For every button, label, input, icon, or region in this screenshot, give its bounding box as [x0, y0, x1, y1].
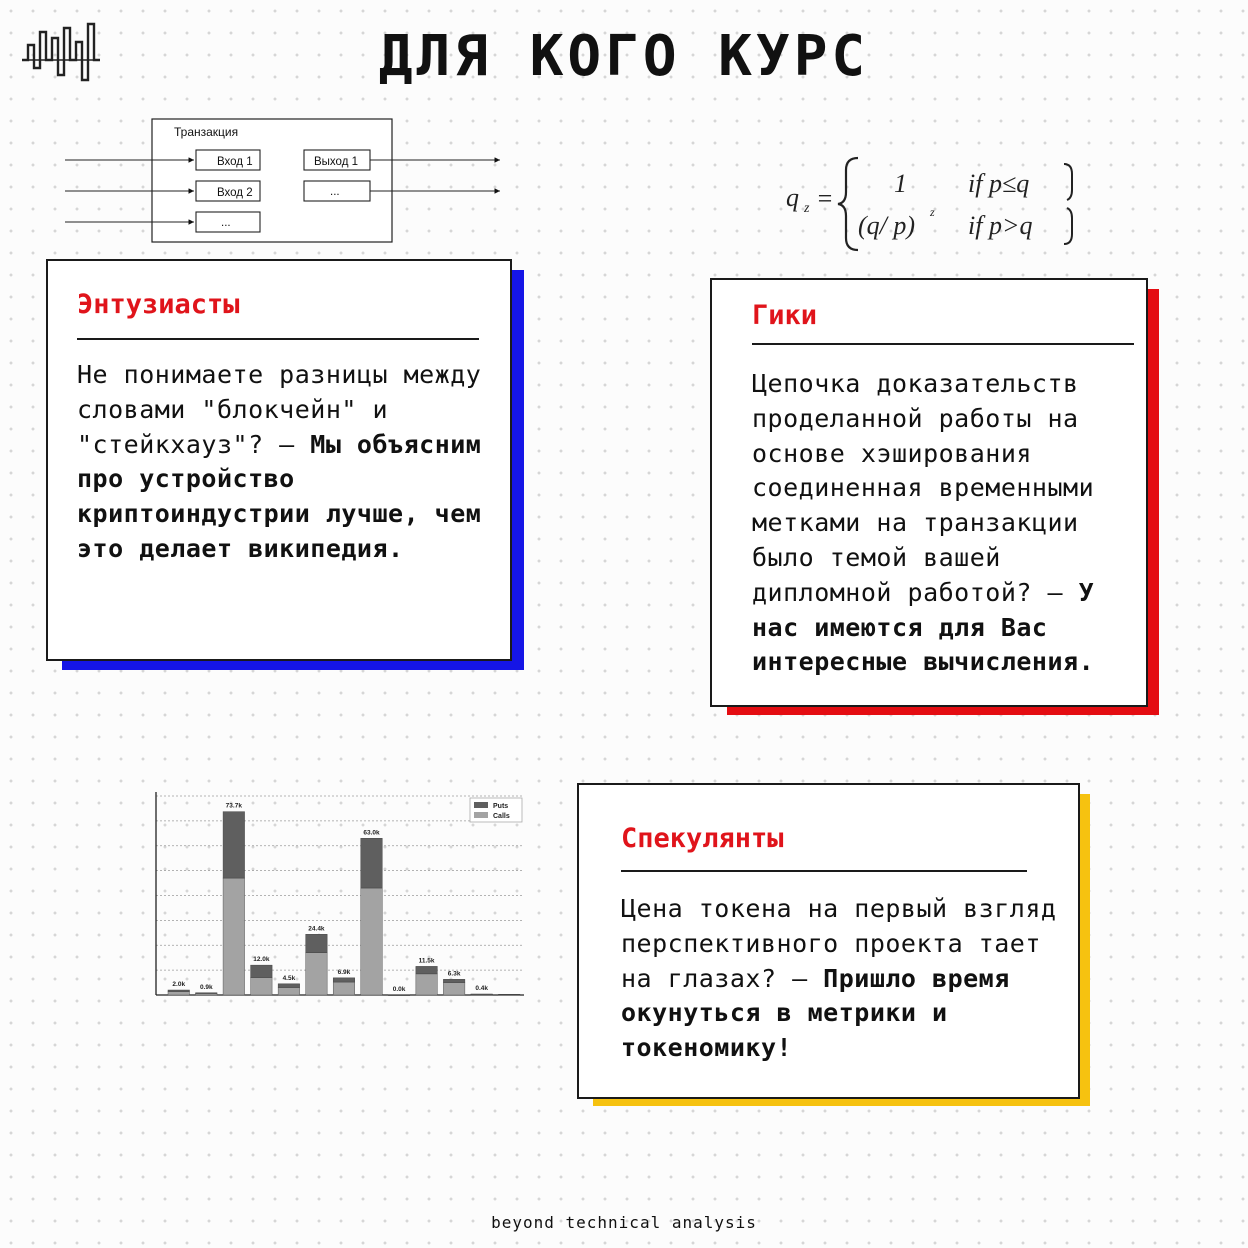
difficulty-formula	[780, 150, 1090, 260]
bar-puts	[416, 966, 437, 973]
bar-data-label: 24.4k	[308, 925, 325, 933]
bar-calls	[168, 992, 189, 995]
footer-tagline: beyond technical analysis	[491, 1213, 757, 1232]
text-line: было темой вашей	[752, 542, 1001, 572]
text-line: Цепочка доказательств	[752, 369, 1079, 398]
card-enthusiasts	[46, 259, 512, 661]
bar-puts	[361, 838, 382, 888]
text-line-question: дипломной работой? —	[752, 577, 1079, 607]
card-divider	[77, 338, 479, 340]
bar-puts	[196, 993, 217, 994]
text-line: соединенная временными	[752, 473, 1095, 503]
case2-value: (q/ p)	[858, 211, 916, 240]
bar-data-label: 6.9k	[337, 968, 351, 976]
bar-puts	[168, 990, 189, 991]
bar-calls	[278, 988, 299, 995]
transaction-label: Транзакция	[174, 125, 239, 139]
bar-puts	[443, 979, 464, 982]
page-title: ДЛЯ КОГО КУРС	[378, 24, 870, 89]
bar-data-label: 2.0k	[172, 981, 186, 989]
card-body-speculators	[621, 892, 1071, 1066]
legend-swatch	[474, 802, 488, 808]
right-brace-lower	[1064, 208, 1072, 244]
bar-data-label: 11.5k	[418, 957, 435, 965]
bar-puts	[251, 965, 272, 977]
card-divider	[752, 343, 1134, 345]
case1-value: 1	[894, 169, 907, 198]
bar-puts	[306, 934, 327, 952]
bar-puts	[223, 812, 244, 878]
output-label-2: ...	[330, 186, 340, 198]
bar-data-label: 0.4k	[475, 985, 488, 993]
text-line: основе хэширования	[752, 438, 1032, 468]
card-body-question: Не понимаете разницы между словами "блокчейн" и "стейкхауз"? —	[77, 360, 482, 459]
case2-condition: if p>q	[968, 211, 1033, 240]
legend-label: Puts	[493, 803, 509, 810]
options-bar-chart	[148, 788, 530, 1002]
case1-condition: if p≤q	[968, 169, 1030, 198]
card-body-enthusiasts	[77, 358, 507, 567]
card-geeks	[710, 278, 1148, 707]
bar-puts	[333, 978, 354, 982]
text-line: интересные вычисления.	[752, 647, 1095, 677]
bar-data-label: 63.0k	[363, 829, 380, 837]
card-body-answer: Пришло время окунуться в метрики и токеномику!	[621, 963, 1010, 1063]
text-line: нас имеются для Вас	[752, 612, 1048, 642]
legend-swatch	[474, 812, 488, 818]
text-line: метками на транзакции	[752, 508, 1079, 538]
input-label-1: Вход 1	[217, 156, 253, 168]
left-brace	[838, 158, 858, 250]
input-label-3: ...	[221, 217, 231, 229]
bar-calls	[251, 978, 272, 995]
bar-calls	[361, 888, 382, 995]
bar-calls	[306, 953, 327, 995]
bar-puts	[471, 994, 492, 995]
transaction-diagram	[60, 112, 510, 252]
bar-calls	[443, 983, 464, 995]
text-line	[752, 576, 1162, 611]
card-title-speculators: Спекулянты	[621, 823, 784, 854]
card-title-geeks: Гики	[752, 300, 818, 331]
legend-label: Calls	[493, 813, 510, 820]
bar-calls	[223, 878, 244, 995]
bar-data-label: 73.7k	[225, 802, 242, 810]
card-title-enthusiasts: Энтузиасты	[77, 289, 240, 320]
formula-lhs: q	[786, 183, 799, 212]
bar-data-label: 6.3k	[447, 970, 461, 978]
bar-puts	[388, 995, 409, 996]
card-body-question: Цена токена на первый взгляд перспективного проекта тает на глазах? —	[621, 894, 1057, 993]
bar-data-label: 12.0k	[253, 956, 270, 964]
bar-puts	[498, 994, 519, 995]
text-line: проделанной работы на	[752, 403, 1079, 433]
right-brace	[1064, 164, 1072, 200]
formula-lhs-sub: z	[804, 201, 810, 216]
card-speculators	[577, 783, 1080, 1099]
bar-data-label: 0.0k	[392, 986, 406, 993]
card-divider	[621, 870, 1027, 872]
text-line-answer-start: У	[1078, 577, 1095, 607]
bar-data-label: 4.5k	[282, 974, 296, 982]
card-body-answer: Мы объясним про устройство криптоиндустрии лучше, чем это делает википедия.	[77, 429, 482, 563]
case2-exponent: z	[930, 205, 935, 219]
input-label-2: Вход 2	[217, 187, 253, 199]
bar-calls	[333, 982, 354, 995]
formula-equals: =	[816, 184, 834, 213]
bar-puts	[278, 984, 299, 988]
bar-calls	[416, 974, 437, 995]
card-body-geeks	[752, 367, 1162, 680]
output-label-1: Выход 1	[314, 156, 359, 168]
bar-data-label: 0.9k	[199, 983, 213, 991]
